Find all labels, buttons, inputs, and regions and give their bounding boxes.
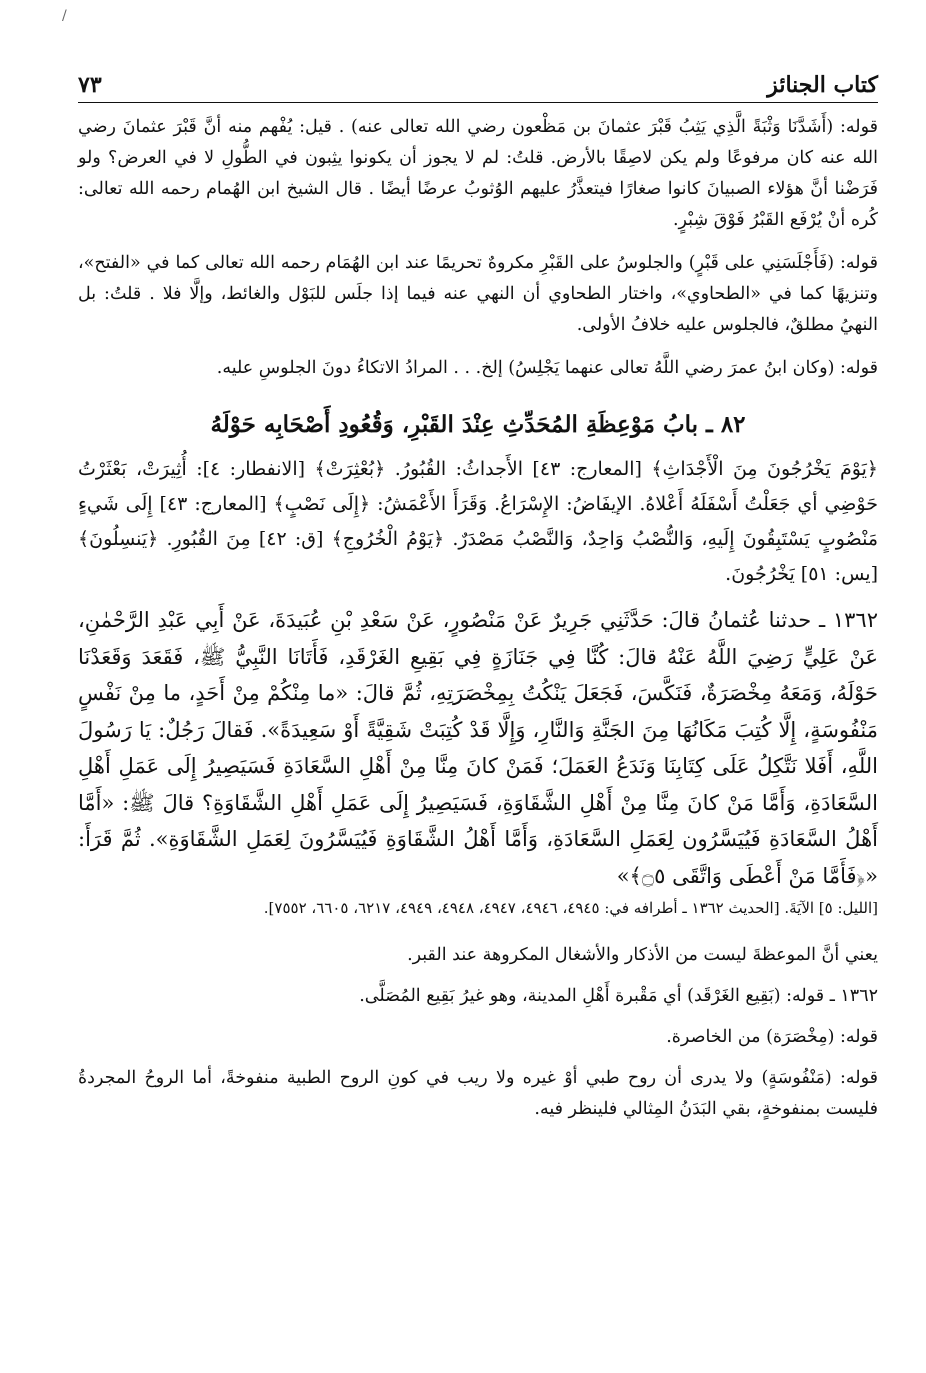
commentary-paragraph-3: قوله: (وكان ابنُ عمرَ رضي اللَّهُ تعالى عنهما يَجْلِسُ) إلخ. . . المرادُ الاتكاءُ دونَ الجلوسِ عليه. [216, 358, 878, 378]
page-header [78, 58, 878, 103]
explanation-paragraph-2: ١٣٦٢ ـ قوله: (بَقِيع الغَرْقَد) أي مَقْبرة أَهْلِ المدينة، وهو غيرُ بَقِيع المُصَلَّى. [359, 986, 878, 1006]
commentary-paragraph-2: قوله: (فَأَجْلَسَنِي على قَبْرٍ) والجلوسُ على القَبْرِ مكروهٌ تحريمًا عند ابن الهُمَام رحمه الله تعالى كما في «الفتح»، وتنزيهًا كما في «الطحاوي»، واختار الطحاوي أن النهي عنه فيما إذا جلَس للبَوْل والغائط، وإلَّا فلا . قلتُ: بل النهيُ مطلقٌ، فالجلوس عليه خلافُ الأولى. [78, 253, 878, 335]
quran-references: ﴿يَوْمَ يَخْرُجُونَ مِنَ الْأَجْدَاثِ﴾ [المعارج: ٤٣] الأَجداثُ: القُبُورُ. ﴿بُعْثِرَتْ﴾ [الانفطار: ٤]: أُثِيرَتْ، بَعْثَرْتُ حَوْضِي أي جَعَلْتُ أَسْفَلَهُ أَعْلاهُ. الإيفَاضُ: الإِسْرَاعُ. وَقَرَأَ الأَعْمَشُ: ﴿إِلَى نَصْبٍ﴾ [المعارج: ٤٣] إِلَى شَيءٍ مَنْصُوبٍ يَسْتَبِقُونَ إِلَيهِ، وَالنُّصْبُ وَاحِدٌ، وَالنَّصْبُ مَصْدَرٌ. ﴿يَوْمُ الْخُرُوجِ﴾ [ق: ٤٢] مِنَ القُبُورِ. ﴿يَنسِلُونَ﴾ [يس: ٥١] يَخْرُجُونَ. [78, 458, 879, 585]
hadith-text: ١٣٦٢ ـ حدثنا عُثمانُ قالَ: حَدَّثَنِي جَرِيرٌ عَنْ مَنْصُورٍ، عَنْ سَعْدِ بْنِ عُبَيدَةَ، عَنْ أَبِي عَبْدِ الرَّحْمٰنِ، عَنْ عَلِيٍّ رَضِيَ اللَّهُ عَنْهُ قالَ: كُنَّا فِي جَنَازَةٍ فِي بَقِيعِ الغَرْقَدِ، فَأَتَانَا النَّبِيُّ ﷺ، فَقَعَدَ وَقَعَدْنَا حَوْلَهُ، وَمَعَهُ مِخْصَرَةٌ، فَنَكَّسَ، فَجَعَلَ يَنْكُتُ بِمِخْصَرَتِهِ، ثُمَّ قالَ: «ما مِنْكُمْ مِنْ أَحَدٍ، ما مِنْ نَفْسٍ مَنْفُوسَةٍ، إِلَّا كُتِبَ مَكَانُهَا مِنَ الجَنَّةِ وَالنَّارِ، وَإِلَّا قَدْ كُتِبَتْ شَقِيَّةً أَوْ سَعِيدَةً». فَقالَ رَجُلٌ: يَا رَسُولَ اللَّهِ، أَفَلا نَتَّكِلُ عَلَى كِتَابِنَا وَنَدَعُ العَمَلَ؛ فَمَنْ كانَ مِنَّا مِنْ أَهْلِ السَّعَادَةِ فَسَيَصِيرُ إِلَى عَمَلِ أَهْلِ السَّعَادَةِ، وَأَمَّا مَنْ كانَ مِنَّا مِنْ أَهْلِ الشَّقَاوَةِ، فَسَيَصِيرُ إِلَى عَمَلِ أَهْلِ الشَّقَاوَةِ؟ قالَ ﷺ: «أَمَّا أَهْلُ السَّعَادَةِ فَيُيَسَّرُون لِعَمَلِ السَّعَادَةِ، وَأَمَّا أَهْلُ الشَّقَاوَةِ فَيُيَسَّرُونَ لِعَمَلِ الشَّقَاوَةِ». ثُمَّ قَرَأَ: «﴿فَأَمَّا مَنْ أَعْطَى وَاتَّقَى ۝٥﴾» [78, 608, 878, 888]
book-title: كتاب الجنائز [767, 72, 878, 98]
page-number: ٧٣ [78, 72, 102, 98]
explanation-paragraph-4: قوله: (مَنْفُوسَةٍ) ولا يدرى أن روح طبي أوْ غيره ولا ريب في كونِ الروح الطبية منفوخةً، أما الروحُ المجردةُ فليست بمنفوخةٍ، بقي البَدَنُ المِثالي فلينظر فيه. [78, 1068, 878, 1119]
chapter-title: ٨٢ ـ بابُ مَوْعِظَةِ المُحَدِّثِ عِنْدَ القَبْرِ، وَقُعُودِ أَصْحَابِه حَوْلَهُ [210, 411, 746, 438]
corner-mark: / [62, 8, 67, 24]
explanation-paragraph-3: قوله: (مِخْصَرَة) من الخاصرة. [666, 1027, 878, 1047]
hadith-references: [الليل: ٥] الآيَةَ. [الحديث ١٣٦٢ ـ أطرافه في: ٤٩٤٥، ٤٩٤٦، ٤٩٤٧، ٤٩٤٨، ٤٩٤٩، ٦٢١٧، ٦٦٠٥، ٧٥٥٢]. [263, 899, 878, 917]
commentary-paragraph-1: قوله: (أَشَدَّنَا وَثْبَةً الَّذِي يَثِبُ قَبْرَ عثمانَ بن مَظْعون رضي الله تعالى عنه) . قيل: يُفْهم منه أنَّ قَبْرَ عثمانَ رضي الله عنه كان مرفوعًا ولم يكن لاصِقًا بالأرض. قلتُ: لم لا يجوز أن يكونوا يثِبون في الطُّولِ لا في العرض؟ ولو فَرَضْنا أنَّ هؤلاء الصبيانَ كانوا صغارًا فيتعذَّرُ عليهم الوُثوبُ عرضًا أيضًا . قال الشيخ ابن الهُمام رحمه الله تعالى: كُره أنْ يُرْفَع القَبْرُ فَوْقَ شِبْرٍ. [78, 117, 878, 230]
explanation-paragraph-1: يعني أنَّ الموعظةَ ليست من الأذكار والأشغال المكروهة عند القبر. [407, 945, 878, 965]
page-body [78, 112, 878, 1135]
